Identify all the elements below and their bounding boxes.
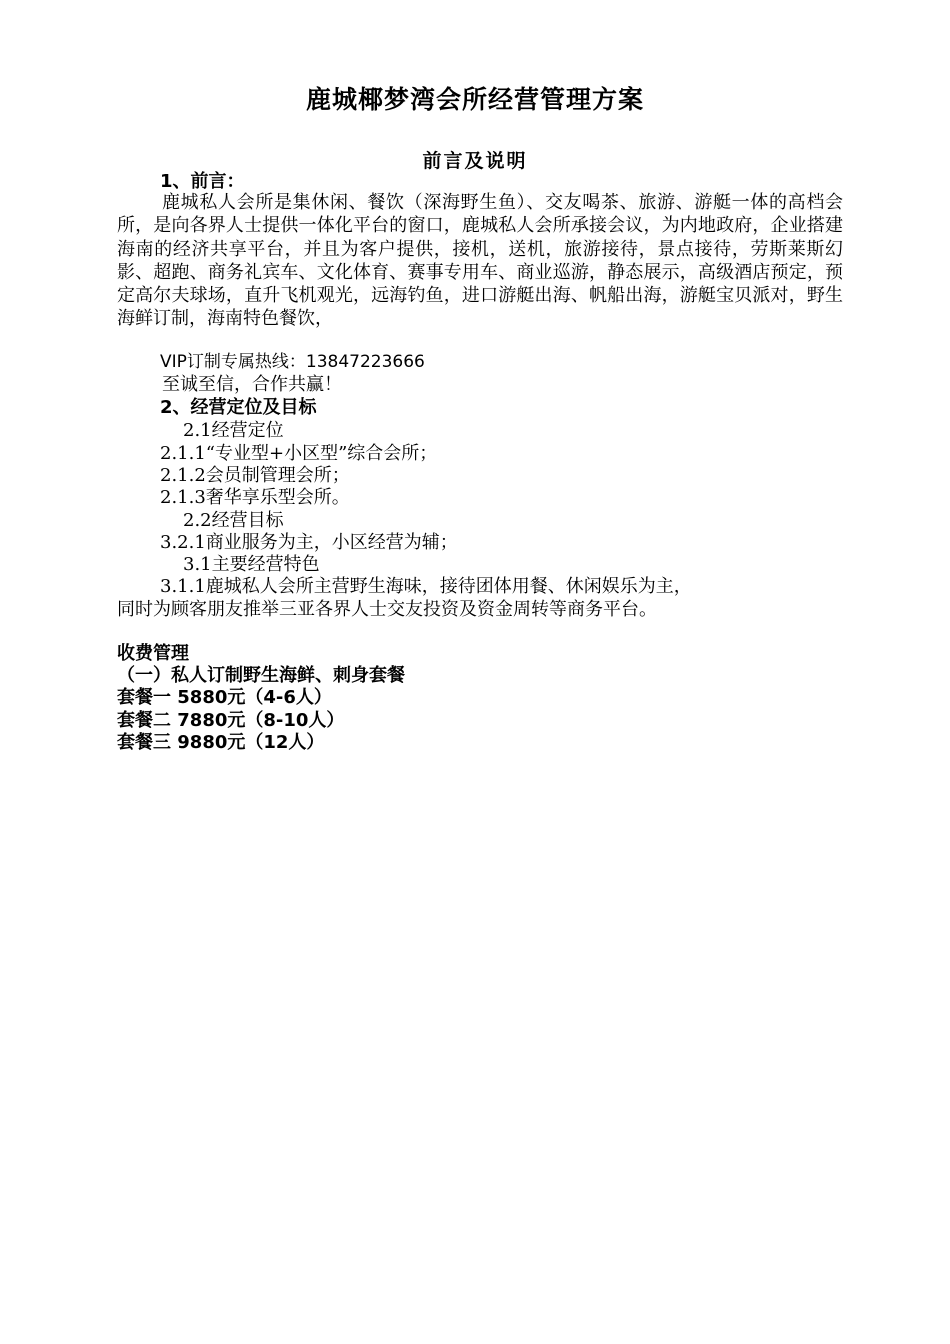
intro-paragraph: 鹿城私人会所是集休闲、餐饮（深海野生鱼）、交友喝茶、旅游、游艇一体的高档会所，是向各界人士提供一体化平台的窗口，鹿城私人会所承接会议，为内地政府，企业搭建海南的经济共享平台，并且为客户提供，接机，送机，旅游接待，景点接待，劳斯莱斯幻影、超跑、商务礼宾车、文化体育、赛事专用车、商业巡游，静态展示，高级酒店预定，预定高尔夫球场，直升飞机观光，远海钓鱼，进口游艇出海、帆船出海，游艇宝贝派对，野生海鲜订制，海南特色餐饮， [117,192,843,330]
item-3-1-1-line-2: 同时为顾客朋友推举三亚各界人士交友投资及资金周转等商务平台。 [117,599,657,620]
package-2: 套餐二 7880元（8-10人） [117,710,345,731]
package-3: 套餐三 9880元（12人） [117,732,325,753]
package-1: 套餐一 5880元（4-6人） [117,687,332,708]
fee-heading: 收费管理 [117,643,189,664]
document-title: 鹿城椰梦湾会所经营管理方案 [305,85,644,114]
section-1-heading: 1、前言： [160,171,245,192]
item-3-1-1-line-1: 3.1.1鹿城私人会所主营野生海味，接待团体用餐、休闲娱乐为主， [160,576,692,597]
section-subtitle: 前言及说明 [422,150,528,172]
section-2-heading: 2、经营定位及目标 [160,397,317,418]
slogan: 至诚至信，合作共赢！ [162,374,342,395]
item-3-2-1: 3.2.1商业服务为主，小区经营为辅； [160,532,458,553]
item-2-1: 2.1经营定位 [183,420,284,441]
item-3-1: 3.1主要经营特色 [183,554,320,575]
item-2-2: 2.2经营目标 [183,510,284,531]
item-2-1-1: 2.1.1“专业型+小区型”综合会所； [160,443,438,464]
fee-subheading: （一）私人订制野生海鲜、刺身套餐 [117,665,405,686]
vip-hotline: VIP订制专属热线：13847223666 [160,352,425,372]
item-2-1-2: 2.1.2会员制管理会所； [160,465,350,486]
item-2-1-3: 2.1.3奢华享乐型会所。 [160,487,350,508]
